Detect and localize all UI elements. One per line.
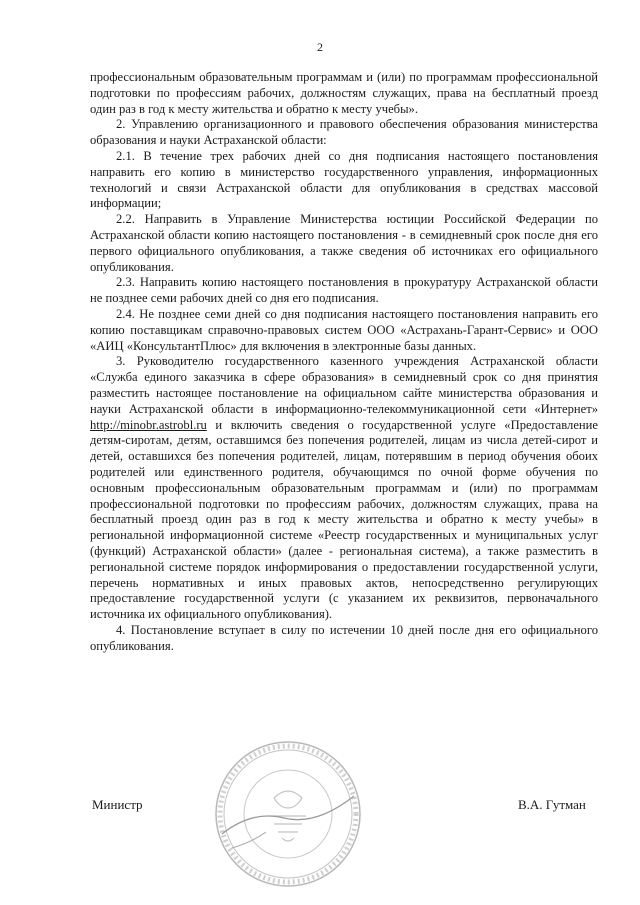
official-seal (212, 738, 364, 890)
document-body (90, 70, 598, 654)
paragraph-1-continued: профессиональным образовательным программам и (или) по программам профессиональной подготовки по профессиям рабочих, должностям служащих, права на бесплатный проезд один раз в год к месту жительства и обратно к месту учебы». (90, 70, 598, 116)
seal-icon (212, 738, 364, 890)
paragraph-2-4: 2.4. Не позднее семи дней со дня подписания настоящего постановления направить его копию поставщикам справочно-правовых систем ООО «Астрахань-Гарант-Сервис» и ООО «АИЦ «КонсультантПлюс» для включения в электронные базы данных. (90, 306, 598, 353)
paragraph-3-text-continued: и включить сведения о государственной услуге «Предоставление детям-сиротам, детям, оставшимся без попечения родителей, лицам из числа детей-сирот и детей, оставшихся без попечения родителей, лицам, потерявшим в период обучения обоих родителей или единственного родителя, обучающимся по очной форме обучения по основным профессиональным образовательным программам и (или) по программам профессиональной подготовки по профессиям рабочих, должностям служащих, права на бесплатный проезд один раз в год к месту жительства и обратно к месту учебы» в региональной информационной системе «Реестр государственных и муниципальных услуг (функций) Астраханской области» (далее - региональная система), а также разместить в региональной системе порядок информирования о предоставлении государственной услуги, перечень нормативных и иных правовых актов, непосредственно регулирующих предоставление государственной услуги (с указанием их реквизитов, первоначального источника их официального опубликования). (90, 417, 598, 622)
signature-title: Министр (92, 797, 143, 812)
paragraph-2-3: 2.3. Направить копию настоящего постановления в прокуратуру Астраханской области не позднее семи рабочих дней со дня его подписания. (90, 275, 598, 306)
paragraph-2-1: 2.1. В течение трех рабочих дней со дня подписания настоящего постановления направить его копию в министерство государственного управления, информационных технологий и связи Астраханской области для опубликования в средствах массовой информации; (90, 148, 598, 211)
paragraph-2: 2. Управлению организационного и правового обеспечения образования министерства образования и науки Астраханской области: (90, 117, 598, 148)
paragraph-3 (90, 354, 598, 623)
paragraph-4: 4. Постановление вступает в силу по истечении 10 дней после дня его официального опубликования. (90, 622, 598, 653)
page-number: 2 (317, 40, 323, 54)
signature-name: В.А. Гутман (518, 797, 586, 812)
website-link[interactable]: http://minobr.astrobl.ru (90, 417, 207, 432)
paragraph-2-2: 2.2. Направить в Управление Министерства юстиции Российской Федерации по Астраханской области копию настоящего постановления - в семидневный срок после дня его первого официального опубликования, а также сведения об источниках его официального опубликования. (90, 212, 598, 274)
paragraph-3-text: 3. Руководителю государственного казенного учреждения Астраханской области «Служба единого заказчика в сфере образования» в семидневный срок со дня принятия разместить настоящее постановление на официальном сайте министерства образования и науки Астраханской области в информационно-телекоммуникационной сети «Интернет» (90, 354, 598, 416)
